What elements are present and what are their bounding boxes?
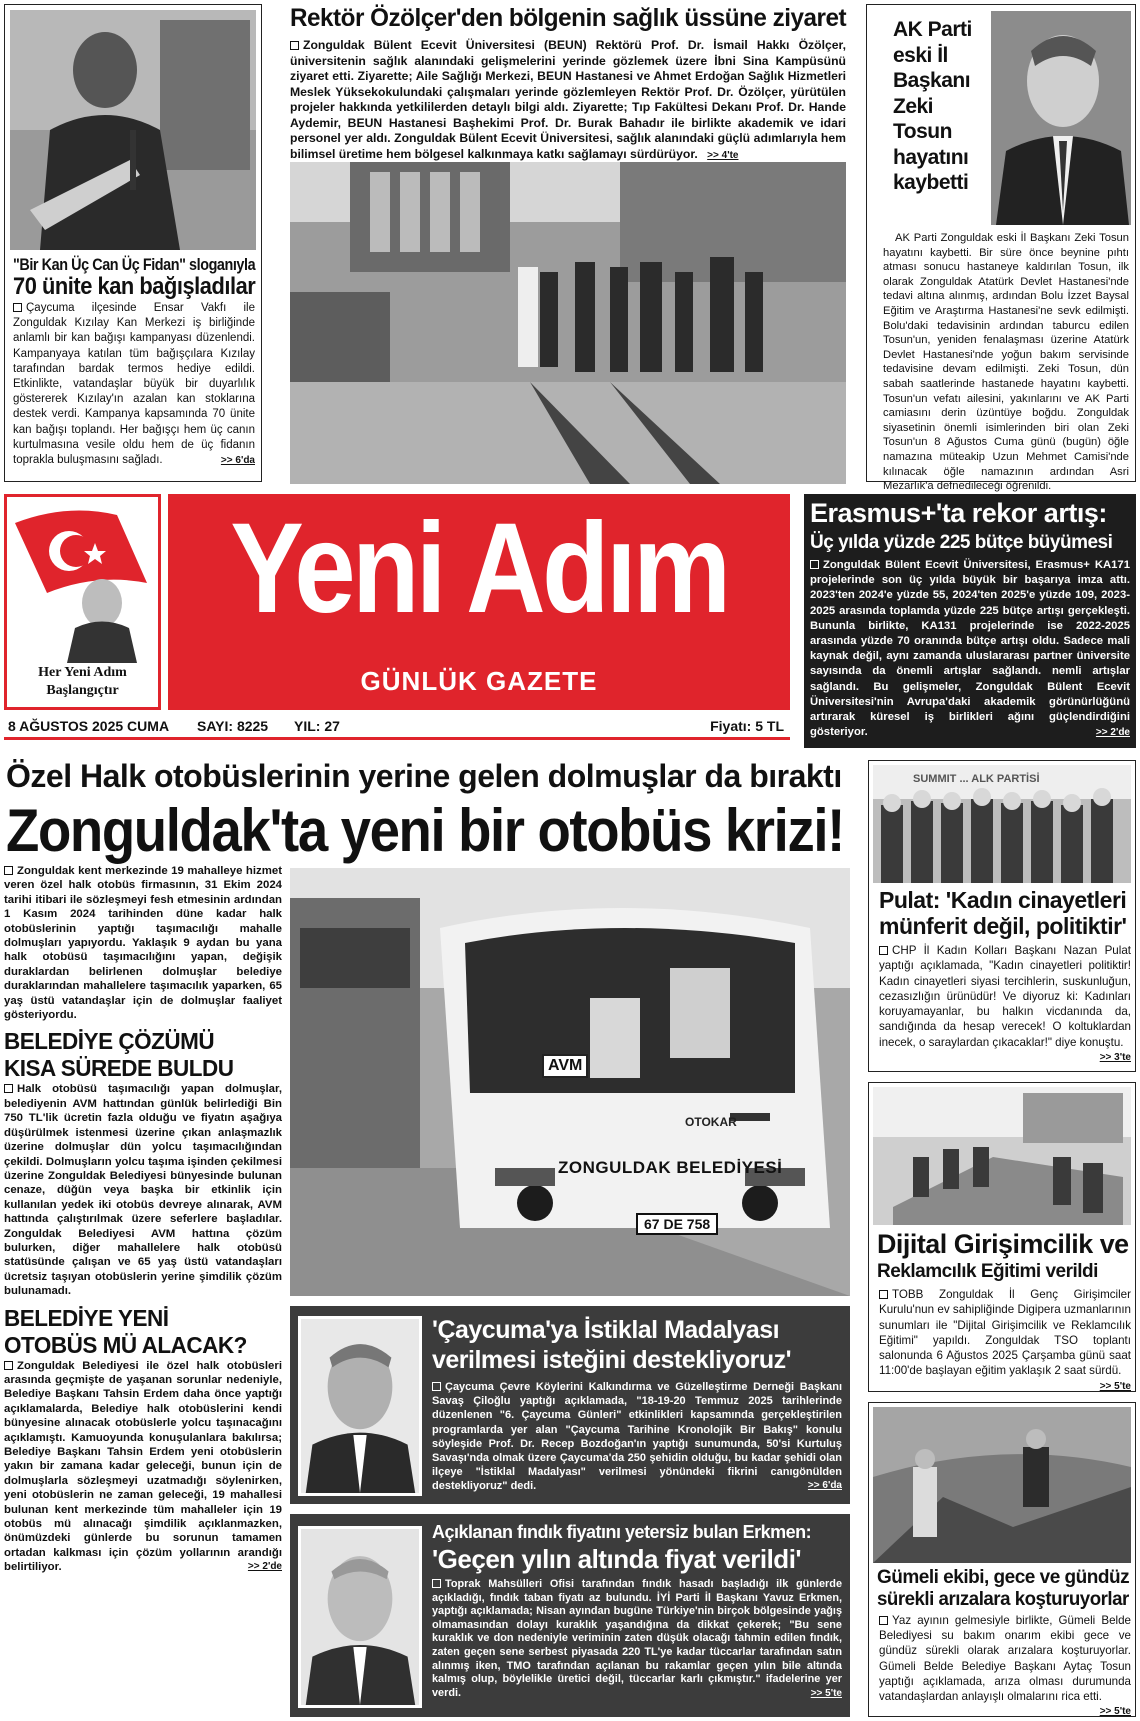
tosun-headline-line: Başkanı bbox=[893, 69, 971, 92]
blood-donation-article bbox=[4, 4, 262, 482]
main-subhead-1a: BELEDİYE ÇÖZÜMÜ bbox=[4, 1028, 215, 1055]
hazelnut-headline-2: 'Geçen yılın altında fiyat verildi' bbox=[432, 1544, 802, 1574]
water-repair-team-photo bbox=[873, 1407, 1131, 1563]
erasmus-article bbox=[804, 494, 1136, 748]
tosun-portrait-photo bbox=[991, 11, 1131, 225]
gumeli-headline-2: sürekli arızalara koşturuyorlar bbox=[877, 1589, 1129, 1610]
istiklal-more-link[interactable]: >> 6'da bbox=[807, 1480, 842, 1492]
tosun-body bbox=[883, 231, 1129, 494]
gumeli-article bbox=[868, 1402, 1136, 1717]
gumeli-body bbox=[879, 1613, 1131, 1719]
gumeli-more-link[interactable]: >> 5'te bbox=[1099, 1706, 1131, 1718]
pulat-article bbox=[868, 760, 1136, 1072]
issue-price: Fiyatı: 5 TL bbox=[710, 718, 784, 734]
main-subhead-2b: OTOBÜS MÜ ALACAK? bbox=[4, 1331, 247, 1358]
newspaper-title: Yeni Adım bbox=[230, 497, 728, 640]
main-paragraph-3-text: Zonguldak Belediyesi ile özel halk otobüsleri arasında geçmişte de yaşanan sorunlar nedeniyle, Belediye Başkanı Tahsin Erdem daha önce yaptığı açıklamalarda, Belediye halk otobüslerini kendi bünyesine alınacak otobüslerle yolcu taşınacağını açıklamıştı. Kamuoyunda konuşulanlara bakılırsa; Belediye Başkanı Tahsin Erdem yeni otobüslerin yakın bir zamana kadar geleceği, bunun için de dolmuşlarla sözleşmeyi uzatmadığı söylenirken, yeni otobüslerin ne zaman geleceği, 19 mahallesi bulunan kent merkezinde tüm mahalleler için 19 otobüs mü alınacağı şimdilik açıklanmazken, önümüzdeki günlerde bu sorunun tamamen ortadan kalkması için çözüm yollarının arandığı belirtiliyor. bbox=[4, 1359, 282, 1574]
bullet-icon bbox=[13, 303, 22, 312]
bullet-icon bbox=[4, 1361, 13, 1370]
hazelnut-more-link[interactable]: >> 5'te bbox=[810, 1687, 842, 1699]
bullet-icon bbox=[432, 1579, 441, 1588]
istiklal-body-text: Çaycuma Çevre Köylerini Kalkındırma ve Güzelleştirme Derneği Başkanı Savaş Çiloğlu yaptığı açıklamada, "18-19-20 Temmuz 2025 tarihlerinde düzenlenen "6. Çaycuma Günleri" etkinlikleri kapsamında gerçekleştirilen programlarda yer alan "Çaycuma Tarihine Kronolojik Bir Bakış" konulu söyleşide Prof. Dr. Recep Bozdoğan'ın yaptığı sunumunda, 50'si Kurtuluş Savaşı'nda olmak üzere Çaycuma'da 250 şehidin olduğu, bu kadar şehidi olan ilçeye "İstiklal Madalyası" verilmesi yönündeki fikrini canıgönülden destekliyoruz" dedi. bbox=[432, 1381, 842, 1493]
training-meeting-photo bbox=[873, 1087, 1131, 1225]
pulat-body-text: CHP İl Kadın Kolları Başkanı Nazan Pulat yaptığı açıklamada, "Kadın cinayetleri politiktir! Kadın cinayetleri siyasi tercihlerin, suskunluğun, cezasızlığın ürünüdür! Ve diyoruz ki: Kadınları koruyamayanlar, bu halkın vicdanında da, sandığında da hesap verecek! O koltuklardan inecek, o saraylardan çıkacaklar!" diye konuştu. bbox=[879, 944, 1131, 1049]
main-subhead-1b: KISA SÜREDE BULDU bbox=[4, 1055, 234, 1082]
pulat-headline-2: münferit değil, politiktir' bbox=[879, 913, 1127, 939]
bus-license-plate: 67 DE 758 bbox=[636, 1213, 718, 1235]
bullet-icon bbox=[4, 866, 13, 875]
tosun-headline-line: Zeki bbox=[893, 94, 934, 118]
bullet-icon bbox=[879, 1616, 888, 1625]
slogan-line-2: Başlangıçtır bbox=[46, 683, 119, 698]
blood-headline-2: 70 ünite kan bağışladılar bbox=[13, 273, 256, 300]
issue-number: SAYI: 8225 bbox=[197, 718, 269, 734]
main-more-link[interactable]: >> 2'de bbox=[247, 1561, 282, 1573]
slogan-line-1: Her Yeni Adım bbox=[38, 665, 127, 680]
bullet-icon bbox=[290, 41, 299, 50]
bullet-icon bbox=[879, 946, 888, 955]
rector-article bbox=[286, 4, 852, 484]
issue-info-bar bbox=[4, 714, 790, 740]
bullet-icon bbox=[432, 1382, 441, 1391]
bus-side-text: ZONGULDAK BELEDİYESİ bbox=[558, 1158, 783, 1177]
blood-body-text: Çaycuma ilçesinde Ensar Vakfı ile Zonguldak Kızılay Kan Merkezi iş birliğinde anlamlı bir kan bağışı kampanyası düzenlendi. Kampanyaya katılan tüm bağışçılara Kızılay tarafından bardak termos hediye edildi. Etkinlikte, vatandaşlar büyük bir duyarlılık göstererek Kızılay'ın azalan kan stoklarına destek verdi. Kampanya kapsamında 70 ünite kan bağışı toplandı. Her bağışçı hem üç canın kurtulmasına vesile oldu hem de üç fidanın toprakla buluşmasını sağladı. bbox=[13, 302, 255, 467]
gumeli-headline-1: Gümeli ekibi, gece ve gündüz bbox=[877, 1567, 1130, 1588]
digital-article bbox=[868, 1082, 1136, 1392]
erasmus-headline-1: Erasmus+'ta rekor artış: bbox=[810, 498, 1107, 528]
istiklal-body bbox=[432, 1380, 842, 1494]
main-paragraph-3 bbox=[4, 1359, 282, 1575]
main-paragraph-2-text: Halk otobüsü taşımacılığı yapan dolmuşlar, belediyenin AVM hattından günlük belirlediği Bin 750 TL'lik ücretin fazla olduğu ve fiyatın aşağıya düşürülmek istenmesi üzerine çıkan anlaşmazlık üzerine dolmuşlar dün yolcu taşımacılığından çekildi. Dolmuşların yolcu taşıma işinden çekilmesi üzerine Zonguldak Belediyesi bünyesinde bulunan cenaze, düğün veya başka bir etkinlik için kullanılan yedek iki otobüs devreye alınarak, AVM hattında çalıştırılmak üzere seferlere başladılar. Zonguldak Belediyesi AVM hattına çözüm bulurken, diğer mahallelere halk otobüsü statüsünde çalışan ve 65 yaş üstü vatandaşları ücretsiz taşıyan otobüslerin yerine şimdilik çözüm bulunamadı. bbox=[4, 1083, 282, 1298]
istiklal-headline-2: verilmesi isteğini destekliyoruz' bbox=[432, 1346, 792, 1374]
erasmus-body-text: Zonguldak Bülent Ecevit Üniversitesi, Erasmus+ KA171 projelerinde son üç yılda büyük bir başarıya imza attı. 2023'ten 2024'e yüzde 55, 2024'ten 2025'e yüzde 109, 2023-2025 arasında toplamda yüzde 225 bütçe artışı gerçekleşti. Bununla birlikte, KA131 projelerinde ise 2022-2025 arasında yüzde 70 oranında bütçe artışı oldu. Sadece mali kaynak değil, aynı zamanda uluslararası partner üniversite sayısında da önemli artışlar sağlandı. nemli artışlar sağlandı. Bu gelişmeler, Zonguldak Bülent Ecevit Üniversitesi'nin Avrupa'daki akademik görünürlüğünü artırarak küresel iş birlikleri ağını güçlendirdiğini gösteriyor. bbox=[810, 559, 1130, 739]
istiklal-article bbox=[290, 1306, 850, 1504]
istiklal-headline-1: 'Çaycuma'ya İstiklal Madalyası bbox=[432, 1316, 780, 1344]
atatürk-flag-box bbox=[4, 494, 161, 710]
main-paragraph-1-text: Zonguldak kent merkezinde 19 mahalleye hizmet veren özel halk otobüs firmasının, 31 Ekim 2024 tarihi itibari ile sözleşmeyi fesh etmesinin ardından 1 Kasım 2024 tarihinden düne kadar halk otobüslerinin yaptığı taşımacılığı mahalle dolmuşları yapıyordu. Yaklaşık 9 aydan bu yana halk otobüsü taşımacılığını yapan, değişik duraklardan belirlenen dolmuşlar belediye duraklarından mahallelere taşımacılık yaparken, 65 yaş üstü vatandaşlar için de dolmuşlar faaliyet gösteriyordu. bbox=[4, 865, 282, 1022]
bullet-icon bbox=[810, 560, 819, 569]
blood-headline-1: "Bir Kan Üç Can Üç Fidan" sloganıyla bbox=[13, 255, 256, 274]
turkish-flag-atatürk-icon bbox=[7, 503, 158, 663]
gumeli-body-text: Yaz ayının gelmesiyle birlikte, Gümeli Belde Belediyesi su bakım onarım ekibi gece ve gündüz sürekli olarak arızalara koşturuyorlar. Gümeli Belde Belediye Başkanı Aytaç Tosun yaptığı açıklamada, arıza olması durumunda vatandaşlardan anlayışlı olmalarını rica etti. bbox=[879, 1614, 1131, 1704]
main-paragraph-1 bbox=[4, 864, 282, 1022]
tosun-headline-line: Tosun bbox=[893, 120, 952, 143]
main-story-column bbox=[4, 864, 282, 1719]
main-headline: Zonguldak'ta yeni bir otobüs krizi! bbox=[6, 797, 844, 864]
digital-body bbox=[879, 1287, 1131, 1394]
tosun-headline bbox=[893, 17, 972, 196]
tosun-headline-line: hayatını bbox=[893, 145, 969, 169]
bus-brand-label: OTOKAR bbox=[685, 1115, 737, 1129]
tosun-headline-line: kaybetti bbox=[893, 171, 969, 194]
blood-donor-photo bbox=[10, 10, 256, 250]
main-subhead-2a: BELEDİYE YENİ bbox=[4, 1304, 169, 1331]
bus-destination-sign: AVM bbox=[542, 1054, 588, 1078]
rector-more-link[interactable]: >> 4'te bbox=[707, 149, 739, 161]
municipal-bus-photo bbox=[290, 868, 850, 1296]
rector-visit-photo bbox=[290, 162, 846, 484]
issue-date: 8 AĞUSTOS 2025 CUMA bbox=[8, 718, 170, 734]
rector-body bbox=[290, 38, 846, 163]
tosun-headline-line: eski İl bbox=[893, 43, 948, 67]
digital-headline-1: Dijital Girişimcilik ve bbox=[877, 1229, 1129, 1259]
main-headline-block bbox=[4, 752, 850, 864]
tosun-body-text: AK Parti Zonguldak eski İl Başkanı Zeki Tosun hayatını kaybetti. Bir süre önce beynine pıhtı atması sonucu hastaneye kaldırılan Tosun, ilk olarak Zonguldak Atatürk Devlet Hastanesi'nde tedavi altına alınmış, ardından Bolu İzzet Baysal Eğitim ve Araştırma Hastanesi'ne sevk edilmişti. Bolu'daki tedavisinin ardından taburcu edilen Tosun'un, yeniden fenalaşması üzerine Atatürk Devlet Hastanesi'nde yoğun bakım servisinde tedavisine devam edilmişti. Zeki Tosun, dün sabah saatlerinde hastanede hayatını kaybetti. Tosun'un vefatı ailesini, yakınlarını ve AK Parti camiasını derin üzüntüye boğdu. Zonguldak siyasetinin önemli isimlerinden biri olan Zeki Tosun'un 8 Ağustos Cuma günü (bugün) öğle namazına müteakip Uzun Mehmet Camisi'nde kılınacak öğle namazının ardından Asri Mezarlık'a defnedileceği öğrenildi. bbox=[883, 232, 1129, 493]
party-banner-text: SUMMIT ... ALK PARTİSİ bbox=[913, 773, 1040, 785]
bullet-icon bbox=[879, 1290, 888, 1299]
digital-body-text: TOBB Zonguldak İl Genç Girişimciler Kurulu'nun ev sahipliğinde Digipera uzmanlarının sunumları ile "Dijital Girişimcilik ve Reklamcılık Eğitimi" yapıldı. Zonguldak TSO toplantı salonunda 6 Ağustos 2025 Çarşamba günü saat 11:00'de başlayan eğitim yaklaşık 2 saat sürdü. bbox=[879, 1288, 1131, 1378]
hazelnut-headline-1: Açıklanan fındık fiyatını yetersiz bulan Erkmen: bbox=[432, 1522, 812, 1542]
rector-body-text: Zonguldak Bülent Ecevit Üniversitesi (BEUN) Rektörü Prof. Dr. İsmail Hakkı Özölçer, üniversitenin sağlık alanındaki gelişmelerini yerinde gözlemek üzere İbni Sina Kampüsünü ziyaret etti. Ziyarette; Aile Sağlığı Merkezi, BEUN Hastanesi ve Ahmet Erdoğan Sağlık Hizmetleri Meslek Yüksekokulundaki çalışmaları yerinde gözlemleyen Rektör Prof. Dr. Özölçer, yürütülen projeler hakkında yetkililerden detaylı bilgi aldı. Ziyarette; Tıp Fakültesi Dekanı Prof. Dr. Hande Aydemir, BEUN Hastanesi Başhekimi Prof. Dr. Burak Bahadır ile birlikte akademik ve idari personel yer aldı. Zonguldak Bülent Ecevit Üniversitesi, sağlık alanındaki güçlü adımlarıyla hem bilimsel üretime hem bölgesel kalkınmaya katkı sağlamayı sürdürüyor. bbox=[290, 38, 846, 161]
chp-women-group-photo bbox=[873, 765, 1131, 883]
hazelnut-body-text: Toprak Mahsülleri Ofisi tarafından fındık hasadı başladığı ilk günlerde açıkladığı, fındık taban fiyatı az bulundu. İYİ Parti İl Başkanı Yavuz Erkmen, yaptığı açıklamada; Nisan ayından bugüne Türkiye'nin birçok bölgesinde yağış olmamasından dolayı kuraklık yaşandığına da dikkat çekerek; "Bu sene kuraklık ve don nedeniyle veriminin zaten düşük olacağı tahmin edilen fındık, zaten geçen sene serbest piyasada 220 TL'ye kadar tüccarlar tarafından satın alınmış iken, TMO tarafından açılanan bu rakamlar geçen yılın bile altında kalmış olup, böylelikle üretici değil, tüccarlar karlı çıkmıştır." ifadelerine yer verdi. bbox=[432, 1578, 842, 1699]
erasmus-headline-2: Üç yılda yüzde 225 bütçe büyümesi bbox=[810, 532, 1113, 553]
digital-headline-2: Reklamcılık Eğitimi verildi bbox=[877, 1261, 1098, 1282]
pulat-more-link[interactable]: >> 3'te bbox=[1099, 1052, 1131, 1064]
blood-body bbox=[13, 301, 255, 468]
erasmus-more-link[interactable]: >> 2'de bbox=[1095, 727, 1130, 739]
tosun-article bbox=[866, 4, 1136, 493]
masthead-red-box bbox=[168, 494, 790, 710]
newspaper-subtitle: GÜNLÜK GAZETE bbox=[360, 666, 598, 696]
pulat-body bbox=[879, 943, 1131, 1065]
main-kicker: Özel Halk otobüslerinin yerine gelen dolmuşlar da bıraktı bbox=[6, 758, 842, 794]
hazelnut-body bbox=[432, 1578, 842, 1700]
bullet-icon bbox=[4, 1084, 13, 1093]
hazelnut-article bbox=[290, 1514, 850, 1717]
digital-more-link[interactable]: >> 5'te bbox=[1099, 1380, 1131, 1392]
erasmus-body bbox=[810, 558, 1130, 740]
main-paragraph-2 bbox=[4, 1082, 282, 1298]
pulat-headline-1: Pulat: 'Kadın cinayetleri bbox=[879, 887, 1127, 913]
ciloglu-portrait-photo bbox=[298, 1316, 422, 1496]
tosun-headline-line: AK Parti bbox=[893, 18, 972, 41]
erkmen-portrait-photo bbox=[298, 1526, 422, 1708]
blood-more-link[interactable]: >> 6'da bbox=[220, 455, 255, 467]
issue-year: YIL: 27 bbox=[294, 718, 340, 734]
rector-headline: Rektör Özölçer'den bölgenin sağlık üssüne ziyaret bbox=[290, 4, 847, 32]
